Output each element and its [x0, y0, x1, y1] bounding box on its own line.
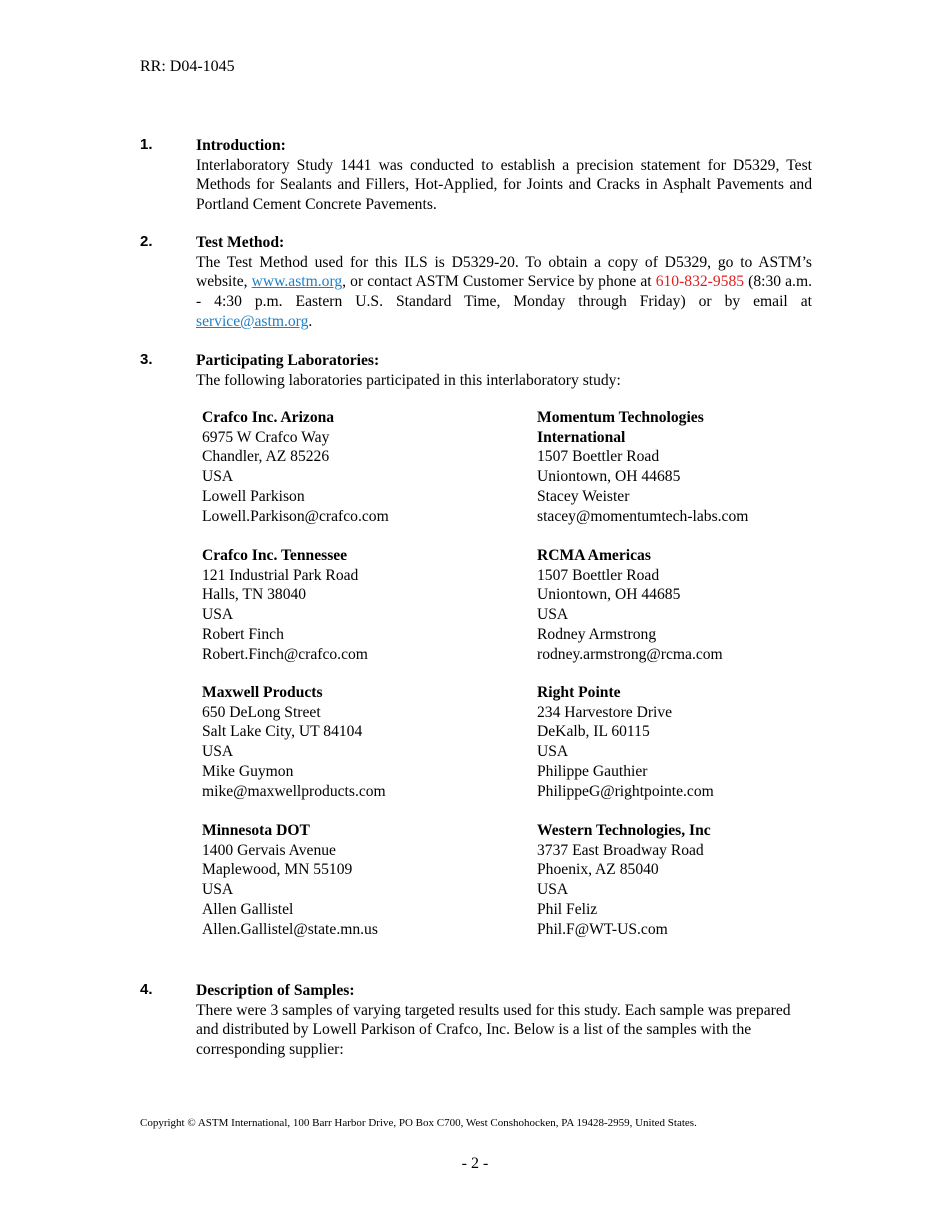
lab-line: 3737 East Broadway Road [537, 841, 704, 859]
lab-line: USA [202, 468, 234, 486]
section-number: 3. [140, 351, 153, 368]
lab-line: Salt Lake City, UT 84104 [202, 723, 363, 741]
lab-line: Mike Guymon [202, 762, 294, 780]
lab-line: 1507 Boettler Road [537, 566, 660, 584]
lab-line: USA [202, 606, 234, 624]
section-test-method [140, 233, 812, 332]
lab-name: Momentum Technologies International [537, 409, 704, 446]
astm-website-link[interactable]: www.astm.org [251, 273, 343, 291]
lab-line: Uniontown, OH 44685 [537, 586, 681, 604]
lab-entry [537, 683, 827, 801]
lab-line: Philippe Gauthier [537, 762, 648, 780]
lab-line: DeKalb, IL 60115 [537, 723, 650, 741]
lab-entry [537, 546, 827, 664]
lab-line: 121 Industrial Park Road [202, 566, 359, 584]
lab-line: USA [202, 881, 234, 899]
section-heading: Participating Laboratories: [196, 352, 380, 369]
lab-name: RCMA Americas [537, 547, 651, 564]
lab-line: USA [537, 606, 569, 624]
lab-line: Allen.Gallistel@state.mn.us [202, 920, 378, 938]
lab-line: USA [537, 743, 569, 761]
lab-line: Phil.F@WT-US.com [537, 920, 668, 938]
lab-name: Western Technologies, Inc [537, 822, 711, 839]
section-heading: Introduction: [196, 137, 286, 154]
lab-line: 650 DeLong Street [202, 703, 321, 721]
section-number: 1. [140, 136, 153, 153]
lab-line: Robert.Finch@crafco.com [202, 645, 368, 663]
lab-line: Chandler, AZ 85226 [202, 448, 330, 466]
lab-line: PhilippeG@rightpointe.com [537, 782, 714, 800]
phone-number: 610-832-9585 [655, 273, 745, 291]
lab-entry [537, 821, 827, 939]
lab-line: rodney.armstrong@rcma.com [537, 645, 723, 663]
lab-line: Lowell.Parkison@crafco.com [202, 507, 389, 525]
lab-line: 1507 Boettler Road [537, 448, 660, 466]
lab-line: Allen Gallistel [202, 900, 294, 918]
section-text [196, 253, 812, 332]
lab-line: Rodney Armstrong [537, 625, 657, 643]
text-part: . [308, 312, 313, 330]
lab-entry [202, 408, 492, 526]
lab-line: mike@maxwellproducts.com [202, 782, 386, 800]
lab-line: Maplewood, MN 55109 [202, 861, 353, 879]
lab-line: Robert Finch [202, 625, 284, 643]
lab-line: Halls, TN 38040 [202, 586, 307, 604]
section-heading: Description of Samples: [196, 982, 355, 999]
lab-name: Crafco Inc. Tennessee [202, 547, 348, 564]
section-number: 4. [140, 981, 153, 998]
lab-line: 1400 Gervais Avenue [202, 841, 336, 859]
lab-entry [202, 821, 492, 939]
lab-line: USA [537, 881, 569, 899]
lab-line: Phoenix, AZ 85040 [537, 861, 659, 879]
section-introduction [140, 136, 812, 215]
section-participating-laboratories [140, 351, 812, 390]
service-email-link[interactable]: service@astm.org [196, 312, 309, 330]
lab-line: 234 Harvestore Drive [537, 703, 673, 721]
lab-line: stacey@momentumtech-labs.com [537, 507, 749, 525]
lab-name: Right Pointe [537, 684, 621, 701]
text-part: The Test Method used for this ILS is D5329-20. To obtain a copy of D5329, go to ASTM’s website, [196, 253, 812, 291]
lab-line: USA [202, 743, 234, 761]
lab-line: Uniontown, OH 44685 [537, 468, 681, 486]
lab-entry [537, 408, 787, 526]
lab-line: 6975 W Crafco Way [202, 428, 330, 446]
report-number-header: RR: D04-1045 [140, 58, 235, 75]
section-description-of-samples [140, 981, 812, 1060]
text-part: (8:30 a.m. - 4:30 p.m. Eastern U.S. Standard Time, Monday through Friday) or by email at [196, 273, 812, 311]
section-number: 2. [140, 233, 153, 250]
section-text: Interlaboratory Study 1441 was conducted to establish a precision statement for D5329, Test Methods for Sealants and Fillers, Hot-Applied, for Joints and Cracks in Asphalt Pavements and Portland Cement Concrete Pavements. [196, 156, 812, 214]
lab-name: Maxwell Products [202, 684, 323, 701]
lab-line: Lowell Parkison [202, 487, 305, 505]
lab-line: Stacey Weister [537, 487, 630, 505]
lab-name: Minnesota DOT [202, 822, 310, 839]
lab-entry [202, 683, 492, 801]
section-heading: Test Method: [196, 234, 285, 251]
page-number: - 2 - [461, 1155, 489, 1172]
section-text: There were 3 samples of varying targeted results used for this study. Each sample was prepared and distributed by Lowell Parkison of Crafco, Inc. Below is a list of the samples with the corresponding supplier: [196, 1001, 791, 1059]
text-part: , or contact ASTM Customer Service by phone at [342, 273, 656, 291]
copyright-footer: Copyright © ASTM International, 100 Barr Harbor Drive, PO Box C700, West Conshohocken, PA 19428-2959, United States. [140, 1117, 697, 1129]
lab-line: Phil Feliz [537, 900, 598, 918]
lab-name: Crafco Inc. Arizona [202, 409, 335, 426]
lab-entry [202, 546, 492, 664]
section-text: The following laboratories participated in this interlaboratory study: [196, 371, 621, 389]
